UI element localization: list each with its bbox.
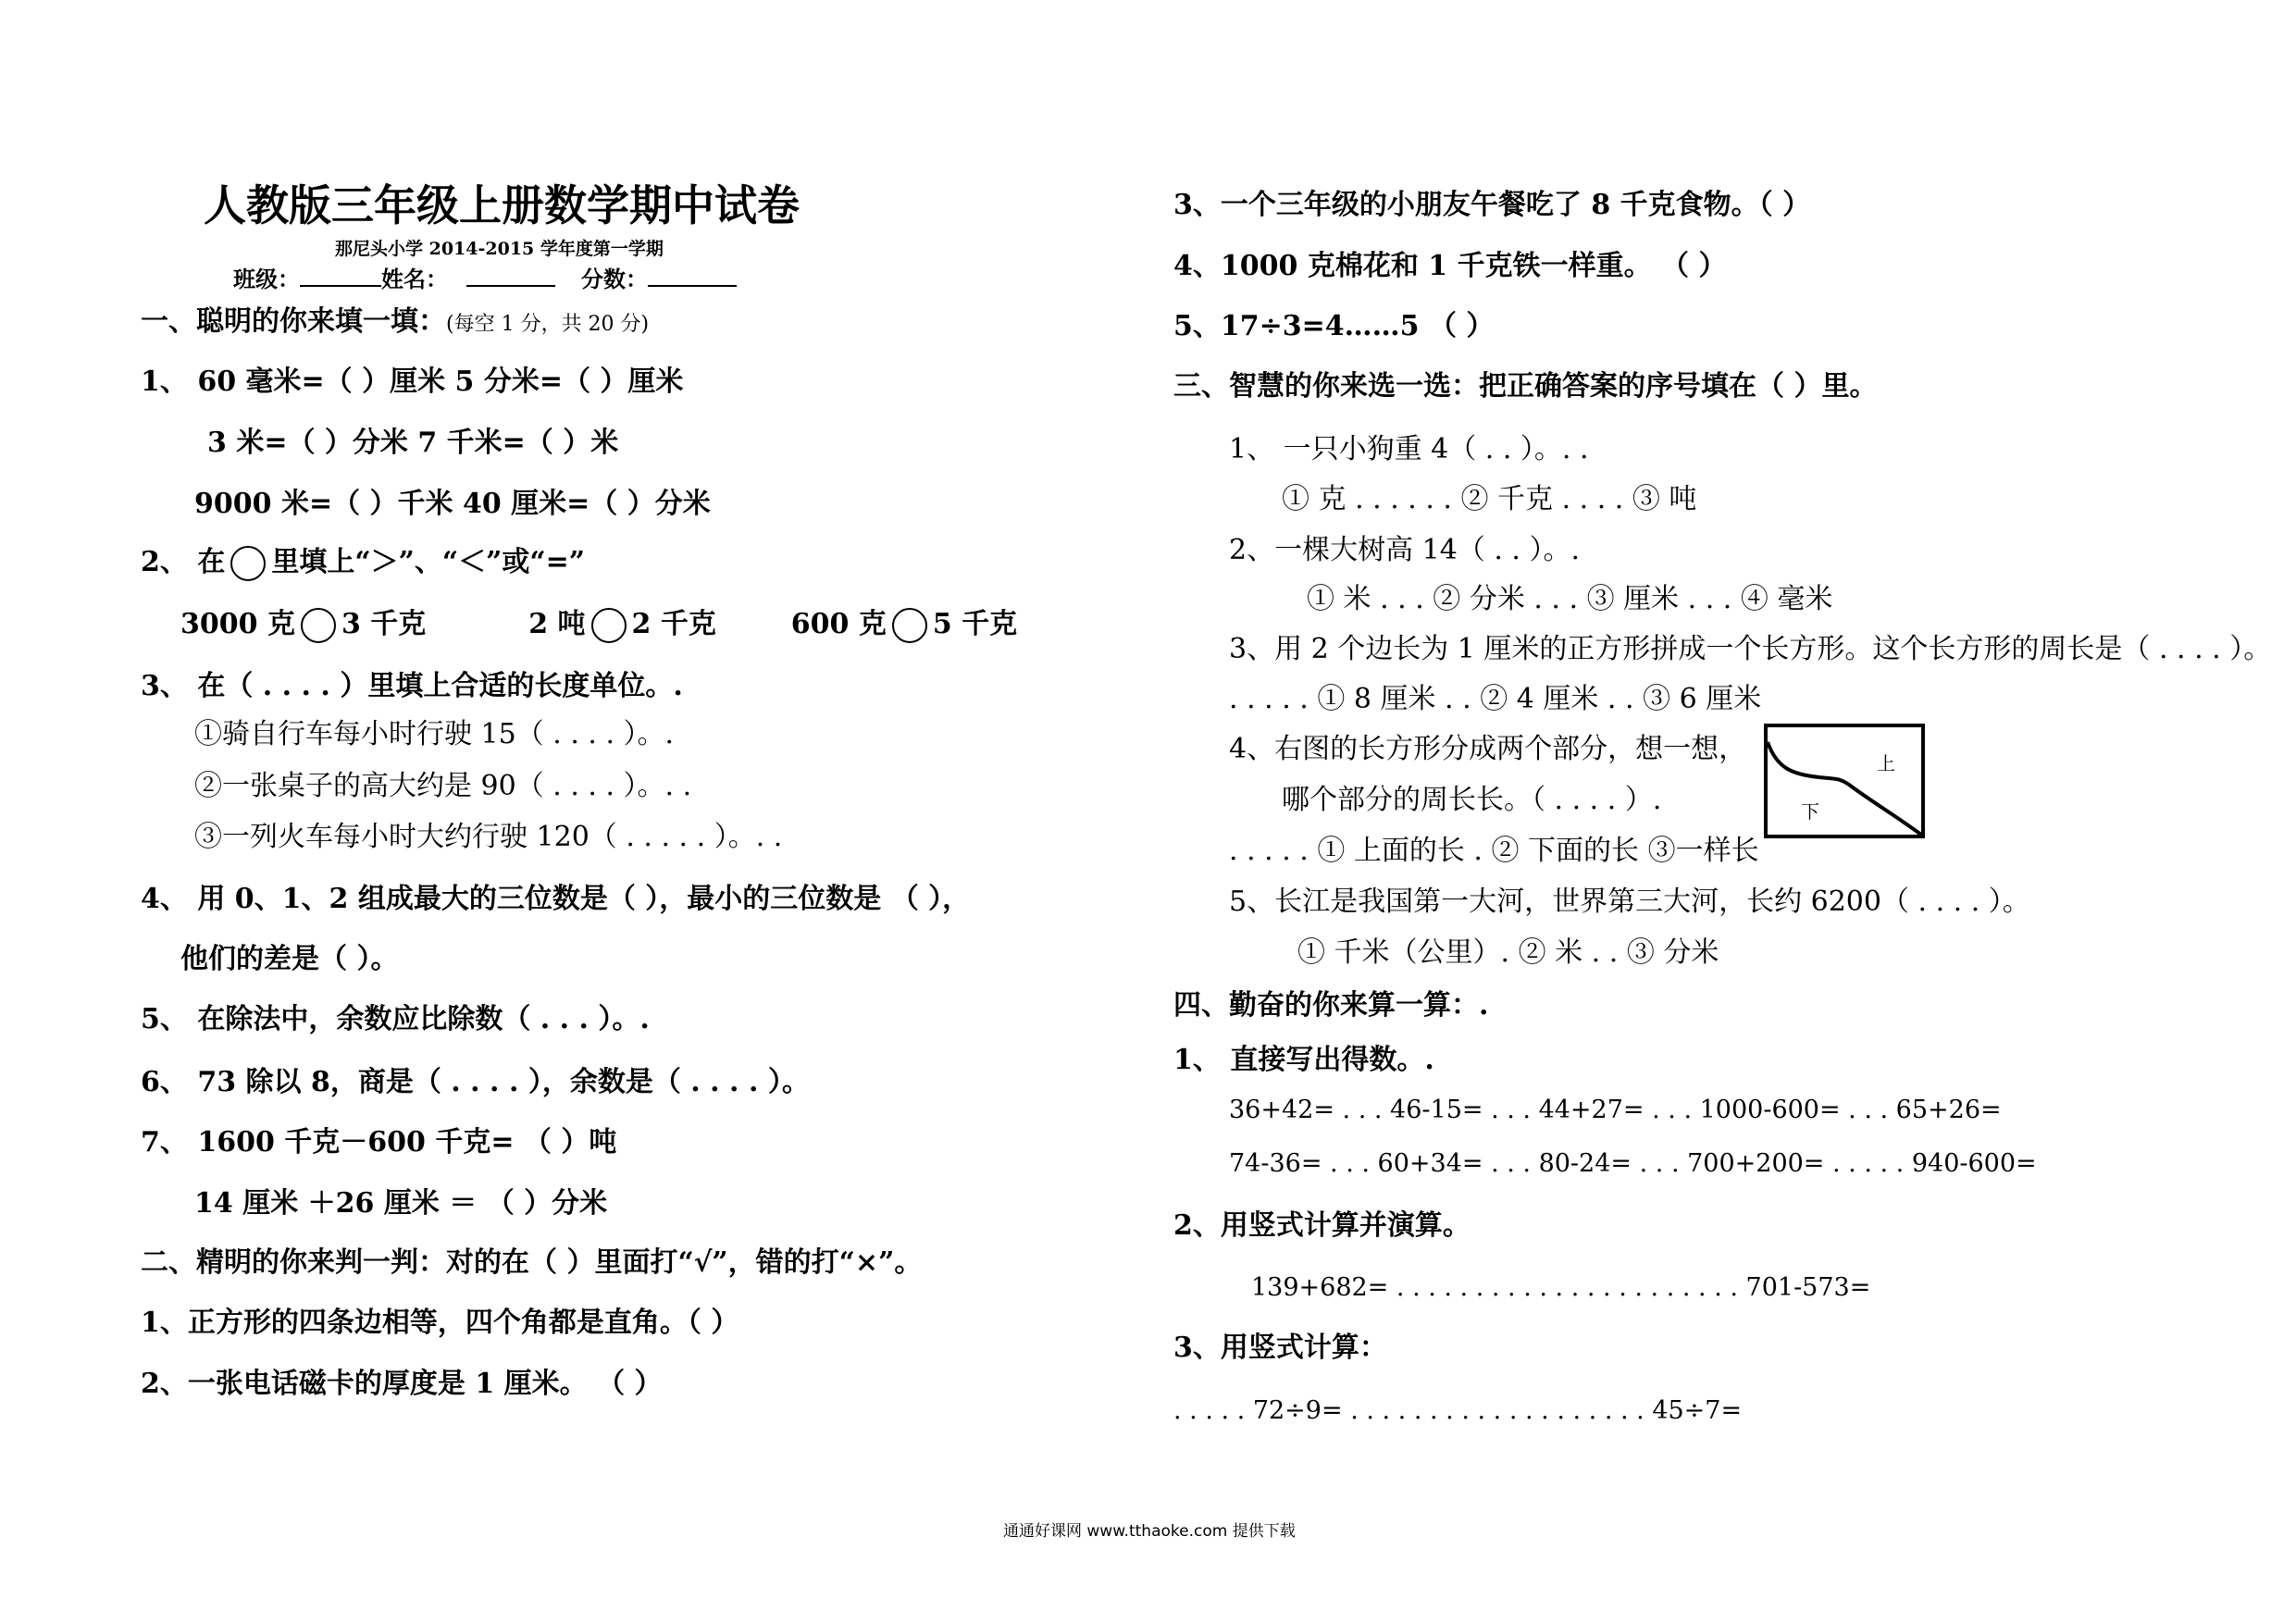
question-5: 5、 在除法中，余数应比除数（ . . . ）。. xyxy=(141,1003,650,1035)
circle-icon xyxy=(591,608,627,643)
calc-1-head: 1、 直接写出得数。. xyxy=(1173,1044,1434,1076)
question-4-b: 他们的差是（ ）。 xyxy=(180,943,399,975)
name-blank xyxy=(466,261,555,287)
calc-1-row-1: 36+42= . . . 46-15= . . . 44+27= . . . 1000-600= . . . 65+26= xyxy=(1229,1096,2002,1124)
question-1-a: 1、 60 毫米=（ ）厘米 5 分米=（ ）厘米 xyxy=(141,365,684,398)
choice-4-b: 哪个部分的周长长。（ . . . . ）. xyxy=(1282,784,1662,816)
question-3-item-2: ②一张桌子的高大约是 90（ . . . . ）。. . xyxy=(194,770,692,802)
score-blank xyxy=(648,261,737,287)
calc-3-head: 3、用竖式计算： xyxy=(1173,1332,1387,1364)
choice-1-options: ① 克 . . . . . . ② 千克 . . . . ③ 吨 xyxy=(1282,483,1697,515)
calc-3-row: . . . . . 72÷9= . . . . . . . . . . . . . . . . . . . 45÷7= xyxy=(1173,1396,1743,1425)
judge-2: 2、一张电话磁卡的厚度是 1 厘米。 （ ） xyxy=(141,1368,663,1400)
name-label: 姓名： xyxy=(381,266,448,292)
choice-5: 5、长江是我国第一大河，世界第三大河，长约 6200（ . . . . ）。 xyxy=(1229,886,2030,918)
choice-4-options: . . . . . ① 上面的长 . ② 下面的长 ③一样长 xyxy=(1229,835,1759,867)
class-label: 班级： xyxy=(233,266,300,292)
circle-icon xyxy=(301,608,336,643)
page-footer: 通通好课网 www.tthaoke.com 提供下载 xyxy=(1003,1522,1296,1541)
judge-3: 3、一个三年级的小朋友午餐吃了 8 千克食物。（ ） xyxy=(1173,189,1811,221)
choice-3: 3、用 2 个边长为 1 厘米的正方形拼成一个长方形。这个长方形的周长是（ . . . . ）。 xyxy=(1229,633,2272,665)
section-1-note: (每空 1 分，共 20 分) xyxy=(446,313,650,336)
circle-icon xyxy=(230,546,266,581)
choice-2: 2、一棵大树高 14（ . . ）。. xyxy=(1229,534,1581,566)
judge-5: 5、17÷3=4……5 （ ） xyxy=(1173,310,1495,342)
page-subtitle: 那尼头小学 2014-2015 学年度第一学期 xyxy=(335,239,664,259)
section-1-title: 一、聪明的你来填一填：(每空 1 分，共 20 分) xyxy=(141,305,650,338)
section-4-title: 四、勤奋的你来算一算：. xyxy=(1173,989,1489,1022)
question-3-item-3: ③一列火车每小时大约行驶 120（ . . . . . ）。. . xyxy=(194,821,783,853)
page-title: 人教版三年级上册数学期中试卷 xyxy=(204,180,800,230)
question-2-pairs: 3000 克 3 千克 2 吨 2 千克 600 克 5 千克 xyxy=(180,606,1017,643)
choice-1: 1、 一只小狗重 4（ . . ）。. . xyxy=(1229,433,1589,465)
section-3-title: 三、智慧的你来选一选：把正确答案的序号填在（ ）里。 xyxy=(1173,370,1878,403)
choice-2-options: ① 米 . . . ② 分米 . . . ③ 厘米 . . . ④ 毫米 xyxy=(1307,583,1833,615)
figure-label-top: 上 xyxy=(1877,752,1895,774)
choice-3-options: . . . . . ① 8 厘米 . . ② 4 厘米 . . ③ 6 厘米 xyxy=(1229,683,1762,715)
judge-4: 4、1000 克棉花和 1 千克铁一样重。 （ ） xyxy=(1173,250,1727,282)
calc-2-head: 2、用竖式计算并演算。 xyxy=(1173,1209,1471,1242)
rectangle-figure xyxy=(1764,724,1925,838)
score-label: 分数： xyxy=(581,266,648,292)
choice-4-a: 4、右图的长方形分成两个部分，想一想， xyxy=(1229,733,1747,765)
calc-2-row: 139+682= . . . . . . . . . . . . . . . . . . . . . . 701-573= xyxy=(1251,1273,1871,1302)
question-4-a: 4、 用 0、1、2 组成最大的三位数是（ ），最小的三位数是 （ ）， xyxy=(141,883,971,915)
judge-1: 1、正方形的四条边相等，四个角都是直角。（ ） xyxy=(141,1307,739,1339)
circle-icon xyxy=(892,608,927,643)
figure-label-bottom: 下 xyxy=(1801,800,1819,823)
section-2-title: 二、精明的你来判一判：对的在（ ）里面打“√”，错的打“×”。 xyxy=(141,1246,923,1279)
question-1-b: 3 米=（ ）分米 7 千米=（ ）米 xyxy=(207,427,619,459)
question-6: 6、 73 除以 8，商是（ . . . . ），余数是（ . . . . ）。 xyxy=(141,1066,810,1098)
student-info-row xyxy=(233,261,737,294)
class-blank xyxy=(300,261,381,287)
question-7-a: 7、 1600 千克－600 千克= （ ）吨 xyxy=(141,1126,617,1158)
calc-1-row-2: 74-36= . . . 60+34= . . . 80-24= . . . 700+200= . . . . . 940-600= xyxy=(1229,1149,2037,1178)
question-1-c: 9000 米=（ ）千米 40 厘米=（ ）分米 xyxy=(194,488,711,520)
question-3-item-1: ①骑自行车每小时行驶 15（ . . . . ）。. xyxy=(194,718,675,750)
question-3-head: 3、 在（ . . . . ）里填上合适的长度单位。. xyxy=(141,670,683,702)
question-7-b: 14 厘米 ＋26 厘米 ＝ （ ）分米 xyxy=(194,1187,608,1220)
question-2-head: 2、 在 里填上“＞”、“＜”或“=” xyxy=(141,544,585,581)
choice-5-options: ① 千米（公里）. ② 米 . . ③ 分米 xyxy=(1297,936,1719,969)
